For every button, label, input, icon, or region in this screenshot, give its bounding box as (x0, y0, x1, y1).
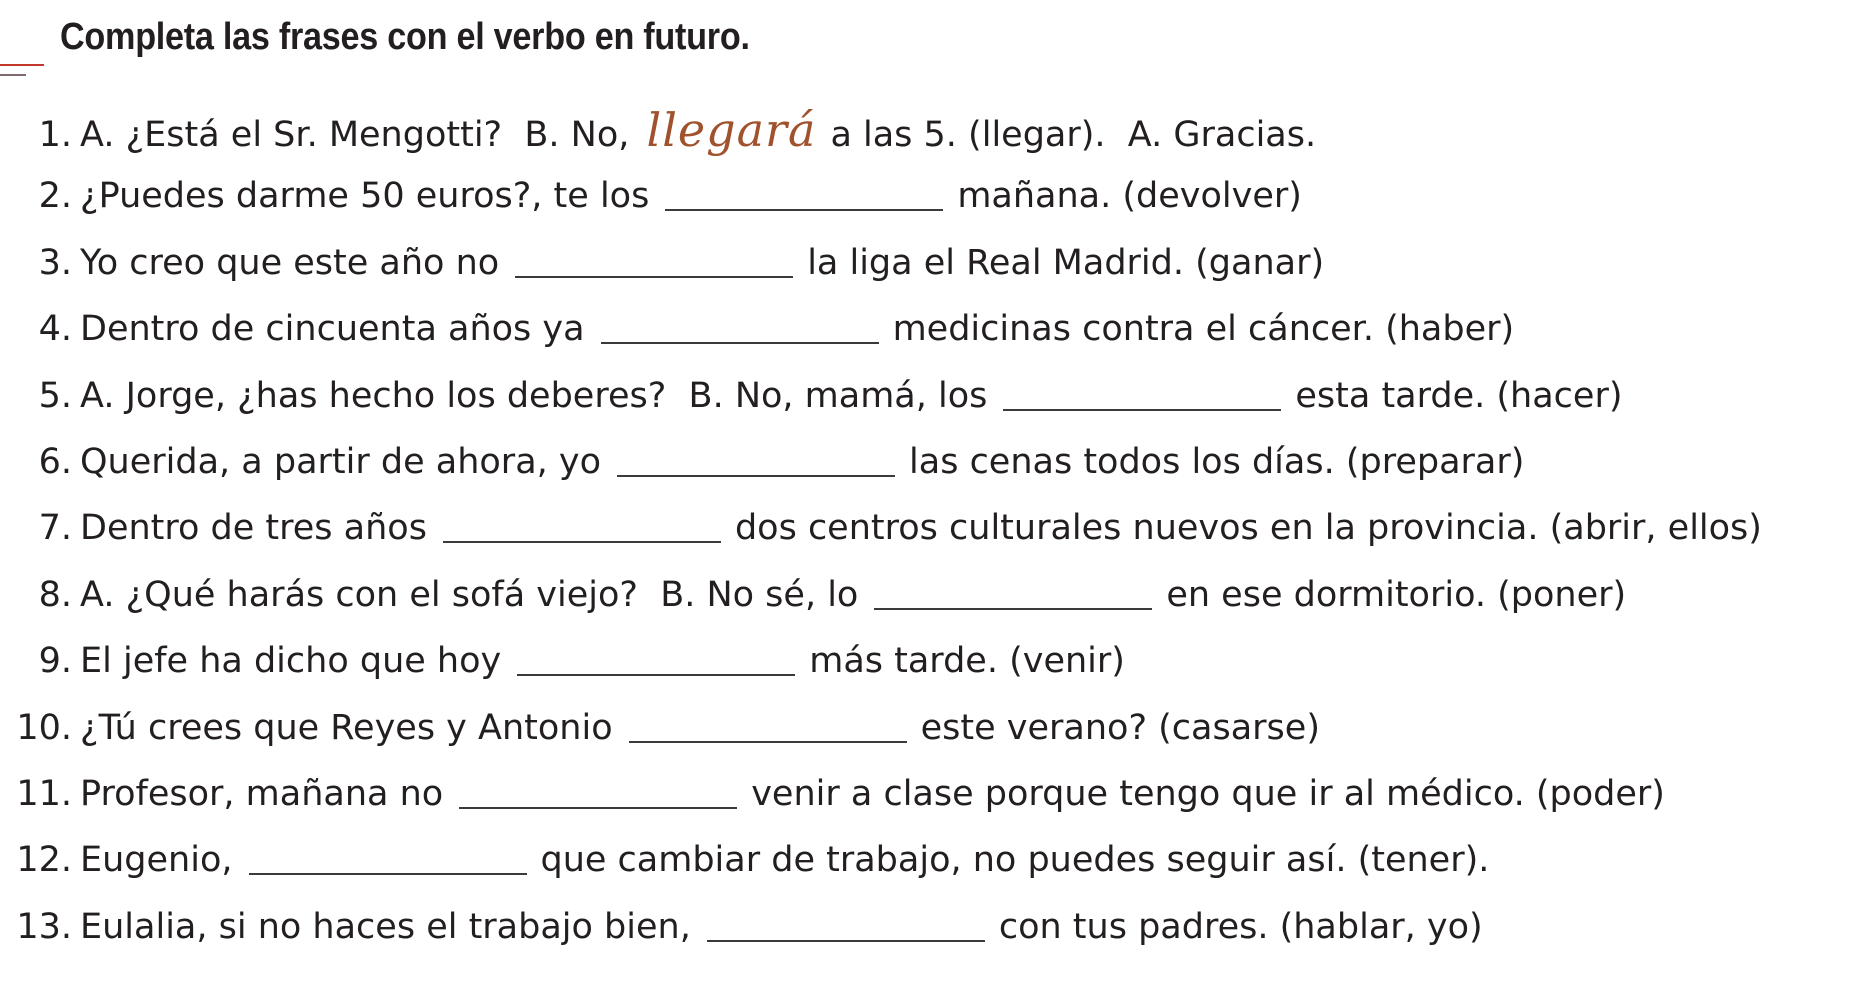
exercise-item (0, 230, 1849, 296)
exercise-item (0, 97, 1849, 163)
answer-blank[interactable] (629, 711, 907, 743)
item-text-after: venir a clase porque tengo que ir al médico. (poder) (751, 773, 1665, 814)
answer-blank[interactable] (665, 179, 943, 211)
handwritten-answer: llegará (646, 103, 817, 157)
exercise-item (0, 296, 1849, 362)
item-text-after: la liga el Real Madrid. (ganar) (807, 242, 1325, 283)
answer-blank[interactable] (617, 445, 895, 477)
title-accent-rule (0, 64, 44, 66)
item-text-after: mañana. (devolver) (957, 176, 1302, 217)
item-number: 5. (38, 375, 72, 416)
item-text-after: a las 5. (llegar). A. Gracias. (830, 115, 1317, 155)
item-text-before: Eulalia, si no haces el trabajo bien, (80, 906, 691, 947)
item-text-after: con tus padres. (hablar, yo) (998, 906, 1483, 947)
item-text-after: que cambiar de trabajo, no puedes seguir así. (tener). (540, 840, 1490, 881)
item-text-before: Dentro de tres años (80, 508, 427, 549)
item-text-after: más tarde. (venir) (809, 641, 1125, 682)
item-text-after: dos centros culturales nuevos en la provincia. (abrir, ellos) (734, 508, 1762, 549)
exercise-item (0, 894, 1849, 960)
item-text-before: Yo creo que este año no (80, 242, 500, 283)
item-number: 11. (16, 773, 72, 814)
item-text-before: Eugenio, (80, 840, 233, 881)
answer-blank[interactable] (601, 312, 879, 344)
item-number: 1. (38, 115, 72, 155)
item-number: 10. (16, 707, 72, 748)
item-text-after: las cenas todos los días. (preparar) (909, 441, 1525, 482)
exercise-item (0, 429, 1849, 495)
answer-blank[interactable] (707, 910, 985, 942)
exercise-item (0, 163, 1849, 229)
exercise-list (0, 97, 1849, 960)
item-number: 4. (38, 309, 72, 350)
item-text-before: ¿Puedes darme 50 euros?, te los (80, 176, 650, 217)
item-number: 7. (38, 508, 72, 549)
exercise-item (0, 695, 1849, 761)
item-number: 12. (16, 840, 72, 881)
exercise-item (0, 827, 1849, 893)
item-text-before: A. ¿Qué harás con el sofá viejo? B. No sé, lo (80, 574, 859, 615)
exercise-item (0, 628, 1849, 694)
item-number: 6. (38, 441, 72, 482)
item-number: 8. (38, 574, 72, 615)
item-number: 2. (38, 176, 72, 217)
item-number: 9. (38, 641, 72, 682)
item-text-after: esta tarde. (hacer) (1295, 375, 1623, 416)
exercise-item (0, 761, 1849, 827)
item-number: 3. (38, 242, 72, 283)
item-text-after: este verano? (casarse) (920, 707, 1320, 748)
answer-blank[interactable] (459, 777, 737, 809)
exercise-instruction: Completa las frases con el verbo en futuro. (60, 16, 750, 58)
item-text-before: A. Jorge, ¿has hecho los deberes? B. No, mamá, los (80, 375, 988, 416)
title-accent-rule-secondary (0, 74, 26, 76)
item-number: 13. (16, 906, 72, 947)
item-text-before: Profesor, mañana no (80, 773, 444, 814)
answer-blank[interactable] (515, 246, 793, 278)
item-text-after: en ese dormitorio. (poner) (1166, 574, 1627, 615)
answer-blank[interactable] (517, 644, 795, 676)
item-text-before: El jefe ha dicho que hoy (80, 641, 502, 682)
item-text-before: ¿Tú crees que Reyes y Antonio (80, 707, 613, 748)
exercise-item (0, 363, 1849, 429)
exercise-item (0, 495, 1849, 561)
exercise-item (0, 562, 1849, 628)
answer-blank[interactable] (874, 578, 1152, 610)
answer-blank[interactable] (443, 511, 721, 543)
item-text-before: Querida, a partir de ahora, yo (80, 441, 602, 482)
answer-blank[interactable] (1003, 379, 1281, 411)
item-text-before: Dentro de cincuenta años ya (80, 309, 585, 350)
item-text-after: medicinas contra el cáncer. (haber) (892, 309, 1515, 350)
item-text-before: A. ¿Está el Sr. Mengotti? B. No, (80, 115, 630, 155)
answer-blank[interactable] (249, 843, 527, 875)
